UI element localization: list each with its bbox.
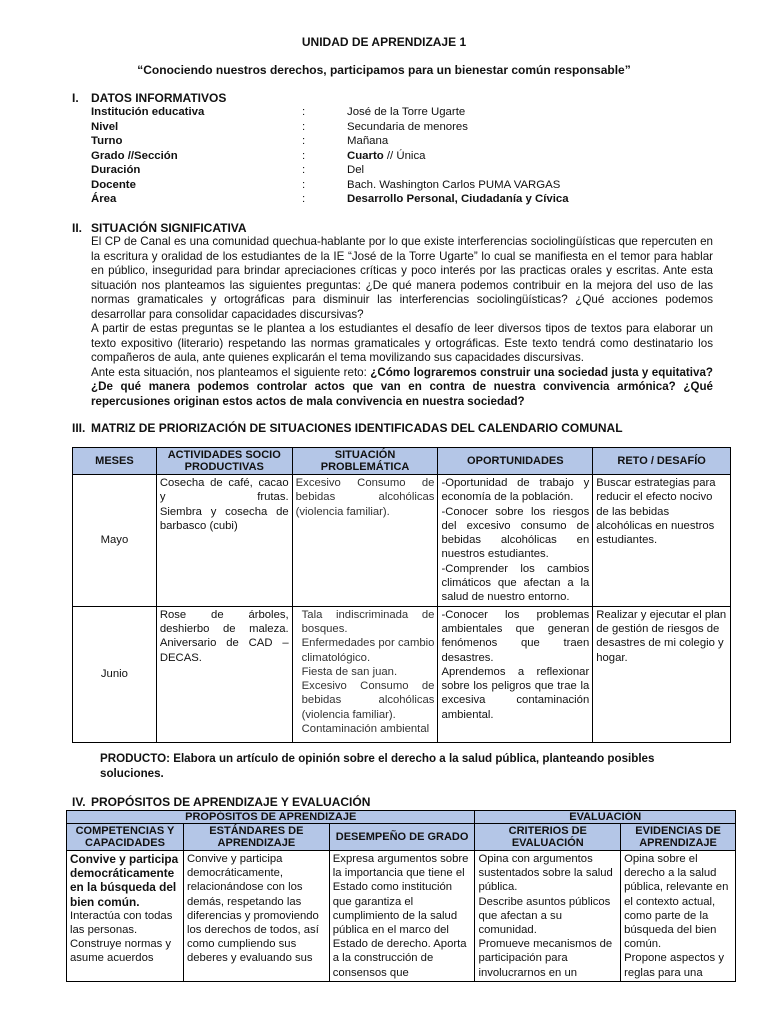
situacion-paragraph-1: El CP de Canal es una comunidad quechua-hablante por lo que existe interferencias sociolingüísticas que repercuten en la escritura y oralidad de los estudiantes de la IE “José de la Torre Ugarte” lo cual se manifiesta en el temor para hablar en público, inseguridad para brindar apreciaciones críticas y poco interés por las practicas orales y escritas. Ante esta situación nos planteamos las siguientes preguntas: ¿De qué manera podemos contribuir en la mejora del uso de las normas gramaticales y ortográficas para disminuir las interferencias sociolingüísticas? ¿Qué acciones podemos desarrollar para consolidar capacidades discursivas? [91, 235, 713, 321]
header-desempeno: DESEMPEÑO DE GRADO [329, 824, 475, 851]
propositos-row [67, 851, 736, 982]
info-value-bold: Cuarto [347, 149, 384, 162]
info-value [347, 134, 711, 149]
situacion-item: Excesivo Consumo de bebidas alcohólicas (violencia familiar). [295, 477, 435, 518]
criterio-2: Describe asuntos públicos que afectan a su comunidad. [478, 895, 611, 937]
matriz-situacion [292, 475, 438, 607]
actividad-item: Siembra y cosecha de barbasco (cubi) [159, 505, 289, 532]
section-3-title: MATRIZ DE PRIORIZACIÓN DE SITUACIONES IDENTIFICADAS DEL CALENDARIO COMUNAL [91, 421, 623, 435]
evaluacion-group-header: EVALUACIÓN [475, 811, 736, 824]
criterio-3: Promueve mecanismos de participación para involucrarnos en un [478, 938, 613, 979]
matriz-row [73, 475, 731, 607]
matriz-mes: Junio [73, 606, 157, 742]
situacion-text [91, 235, 713, 410]
matriz-oportunidades [438, 475, 593, 607]
matriz-header-reto: RETO / DESAFÍO [593, 448, 731, 475]
info-value-text: Secundaria de menores [347, 120, 468, 133]
competencia-cell [67, 851, 184, 982]
header-competencias: COMPETENCIAS Y CAPACIDADES [67, 824, 184, 851]
info-value [347, 105, 711, 120]
situacion-item: - Tala indiscriminada de bosques. [296, 608, 435, 637]
evidencia-1: Opina sobre el derecho a la salud pública, relevante en el contexto actual, como parte de la búsqueda del bien común. [624, 853, 729, 951]
info-value-text: Bach. Washington Carlos PUMA VARGAS [347, 178, 561, 191]
info-colon: : [302, 135, 306, 147]
actividad-item: Rose de árboles, deshierbo de maleza. [159, 608, 289, 635]
propositos-table [66, 810, 736, 982]
oportunidad-item: -Conocer sobre los riesgos del excesivo consumo de bebidas alcohólicas en nuestros estudiantes. [441, 505, 590, 561]
info-label: Institución educativa [91, 106, 205, 118]
info-row [91, 178, 711, 193]
matriz-reto [593, 606, 731, 742]
matriz-header-actividades: ACTIVIDADES SOCIO PRODUCTIVAS [156, 448, 292, 475]
section-4-heading [72, 795, 370, 809]
oportunidad-item: -Comprender los cambios climáticos que afectan a la salud de nuestro entorno. [441, 562, 590, 604]
matriz-header-situacion: SITUACIÓN PROBLEMÁTICA [292, 448, 438, 475]
reto-text: Realizar y ejecutar el plan de gestión de riesgos de desastres de mi colegio y hogar. [596, 608, 727, 664]
info-value [347, 120, 711, 135]
competencia-capacidad-1: Interactúa con todas las personas. [70, 909, 173, 937]
situacion-item: - Excesivo Consumo de bebidas alcohólicas (violencia familiar). [296, 679, 435, 722]
section-4-number: IV. [72, 795, 86, 809]
info-colon: : [302, 164, 306, 176]
oportunidad-item: -Conocer los problemas ambientales que generan fenómenos que traen desastres. [441, 608, 590, 664]
info-row [91, 105, 711, 120]
info-value-text: Mañana [347, 135, 389, 147]
producto-description: Elabora un artículo de opinión sobre el derecho a la salud pública, planteando posibles soluciones. [100, 752, 655, 780]
criterios-cell [475, 851, 621, 982]
matriz-actividades [156, 606, 292, 742]
info-row [91, 120, 711, 135]
matriz-mes: Mayo [73, 475, 157, 607]
info-label: Grado //Sección [91, 149, 178, 162]
info-value-text: José de la Torre Ugarte [347, 106, 466, 118]
matriz-oportunidades [438, 606, 593, 742]
section-3-number: III. [72, 421, 86, 435]
situacion-item: - Contaminación ambiental [296, 722, 435, 736]
info-label: Nivel [91, 120, 119, 133]
oportunidad-item: Aprendemos a reflexionar sobre los peligros que trae la excesiva contaminación ambiental. [441, 665, 590, 721]
info-row [91, 149, 711, 164]
evidencias-cell [621, 851, 736, 982]
reto-lead: Ante esta situación, nos planteamos el siguiente reto: [91, 365, 371, 379]
propositos-group-header: PROPÓSITOS DE APRENDIZAJE [67, 811, 475, 824]
info-colon: : [302, 120, 306, 133]
evidencia-2: Propone aspectos y reglas para una [624, 952, 724, 979]
producto-text [100, 752, 700, 781]
info-colon: : [302, 178, 306, 191]
section-3-heading [72, 421, 623, 435]
info-label: Turno [91, 135, 123, 147]
matriz-situacion [292, 606, 438, 742]
document-title: UNIDAD DE APRENDIZAJE 1 [301, 35, 467, 49]
section-2-title: SITUACIÓN SIGNIFICATIVA [91, 221, 247, 235]
document-subtitle: “Conociendo nuestros derechos, participamos para un bienestar común responsable” [137, 63, 631, 77]
situacion-item: - Enfermedades por cambio climatológico. [296, 636, 435, 665]
info-colon: : [302, 149, 306, 162]
matriz-reto [593, 475, 731, 607]
section-2-number: II. [72, 221, 83, 235]
situacion-item: - Fiesta de san juan. [296, 665, 435, 679]
situacion-paragraph-3 [91, 366, 713, 410]
info-row [91, 134, 711, 149]
actividad-item: Cosecha de café, cacao y frutas. [159, 477, 289, 504]
info-value-bold: Desarrollo Personal, Ciudadanía y Cívica [347, 193, 569, 205]
estandar-text: Convive y participa democráticamente, relacionándose con los demás, respetando las diferencias y promoviendo los derechos de todos, así como cumpliendo sus deberes y evaluando sus [186, 853, 319, 965]
section-1-heading [72, 91, 226, 105]
section-2-heading [72, 221, 247, 235]
competencia-title: Convive y participa democráticamente en la búsqueda del bien común. [70, 852, 179, 909]
section-1-title: DATOS INFORMATIVOS [91, 91, 227, 105]
oportunidad-item: -Oportunidad de trabajo y economía de la población. [441, 477, 590, 504]
info-value [347, 163, 711, 178]
info-label: Duración [91, 164, 141, 176]
info-row [91, 163, 711, 178]
header-estandares: ESTÁNDARES DE APRENDIZAJE [183, 824, 329, 851]
info-value-text: // Única [383, 149, 426, 162]
desempeno-cell [329, 851, 475, 982]
info-colon: : [302, 106, 306, 118]
competencia-capacidad-2: Construye normas y asume acuerdos [70, 938, 172, 965]
matriz-table [72, 447, 731, 743]
reto-text: Buscar estrategias para reducir el efecto nocivo de las bebidas alcohólicas en nuestros estudiantes. [596, 477, 716, 547]
reto-questions: ¿Cómo lograremos construir una sociedad justa y equitativa? ¿De qué manera podemos controlar actos que van en contra de nuestra convivencia armónica? ¿Qué repercusiones originan estos actos de mala convivencia en nuestra sociedad? [91, 365, 713, 409]
header-evidencias: EVIDENCIAS DE APRENDIZAJE [621, 824, 736, 851]
situacion-paragraph-2: A partir de estas preguntas se le plantea a los estudiantes el desafío de leer diversos tipos de textos para elaborar un texto expositivo (literario) respetando las normas gramaticales y ortográficas. Este texto tendrá como destinatario los compañeros de aula, ante quienes explicarán el tema movilizando sus capacidades discursivas. [91, 322, 713, 365]
section-4-title: PROPÓSITOS DE APRENDIZAJE Y EVALUACIÓN [91, 795, 371, 809]
info-value-text: Del [347, 164, 365, 176]
matriz-row [73, 606, 731, 742]
producto-label: PRODUCTO: [100, 752, 170, 765]
desempeno-text: Expresa argumentos sobre la importancia que tiene el Estado como institución que garantiza el cumplimiento de la salud pública en el marco del Estado de derecho. Aporta a la construcción de consensos que [332, 853, 469, 979]
matriz-actividades [156, 475, 292, 607]
info-label: Docente [91, 178, 136, 191]
matriz-body [73, 475, 731, 743]
info-value [347, 149, 711, 164]
info-label: Área [91, 193, 117, 205]
matriz-header-meses: MESES [73, 448, 157, 475]
estandar-cell [183, 851, 329, 982]
actividad-item: Aniversario de CAD – DECAS. [159, 637, 289, 664]
info-list [91, 105, 711, 207]
info-value [347, 192, 711, 207]
header-criterios: CRITERIOS DE EVALUACIÓN [475, 824, 621, 851]
info-value [347, 178, 711, 193]
matriz-header-oportunidades: OPORTUNIDADES [438, 448, 593, 475]
criterio-1: Opina con argumentos sustentados sobre la salud pública. [478, 853, 613, 894]
info-row [91, 192, 711, 207]
info-colon: : [302, 193, 306, 205]
section-1-number: I. [72, 91, 79, 105]
